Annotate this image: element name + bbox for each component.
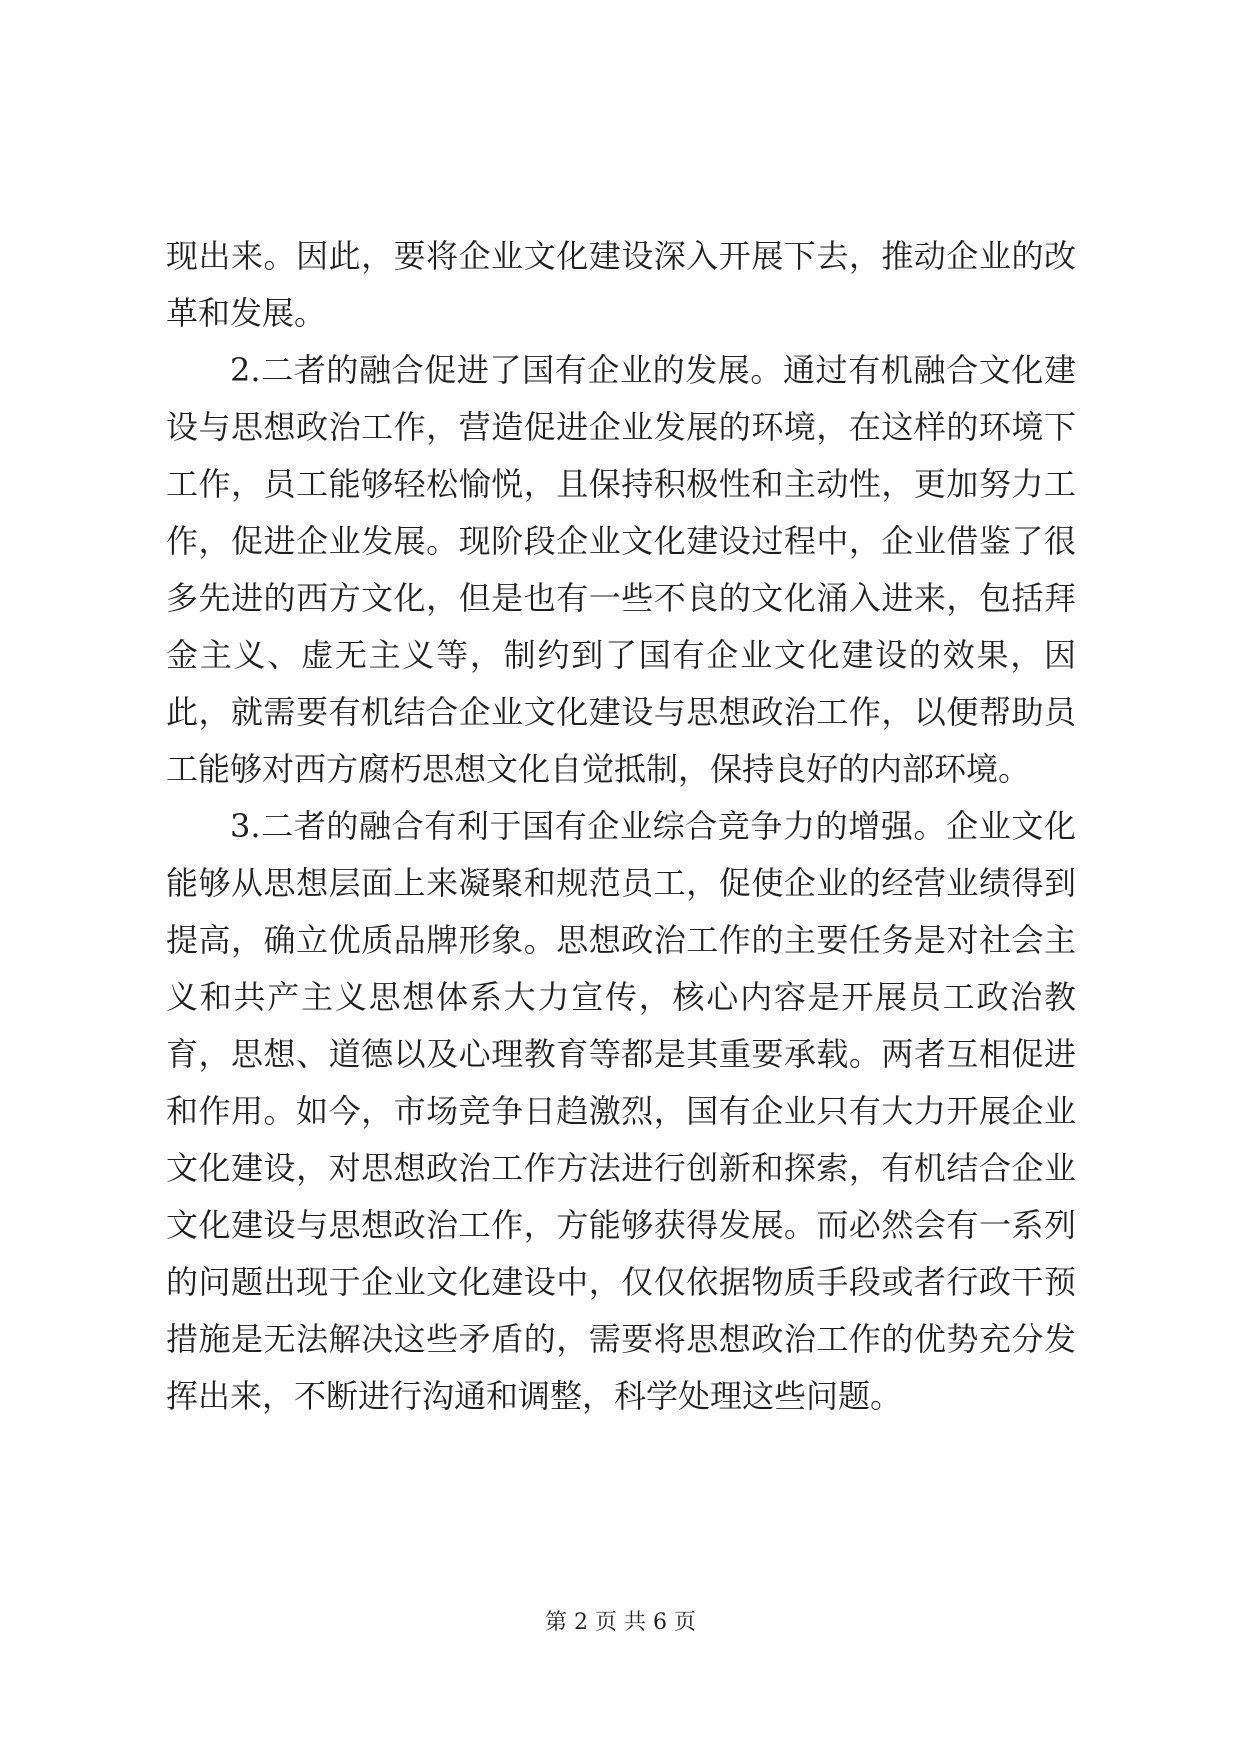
body-text (166, 228, 1076, 1425)
paragraph-point-2: 2.二者的融合促进了国有企业的发展。通过有机融合文化建设与思想政治工作，营造促进企业发展的环境，在这样的环境下工作，员工能够轻松愉悦，且保持积极性和主动性，更加努力工作，促进企业发展。现阶段企业文化建设过程中，企业借鉴了很多先进的西方文化，但是也有一些不良的文化涌入进来，包括拜金主义、虚无主义等，制约到了国有企业文化建设的效果，因此，就需要有机结合企业文化建设与思想政治工作，以便帮助员工能够对西方腐朽思想文化自觉抵制，保持良好的内部环境。 (166, 351, 1076, 788)
page-footer: 第 2 页 共 6 页 (545, 1610, 696, 1635)
paragraph-point-3: 3.二者的融合有利于国有企业综合竞争力的增强。企业文化能够从思想层面上来凝聚和规范员工，促使企业的经营业绩得到提高，确立优质品牌形象。思想政治工作的主要任务是对社会主义和共产主义思想体系大力宣传，核心内容是开展员工政治教育，思想、道德以及心理教育等都是其重要承载。两者互相促进和作用。如今，市场竞争日趋激烈，国有企业只有大力开展企业文化建设，对思想政治工作方法进行创新和探索，有机结合企业文化建设与思想政治工作，方能够获得发展。而必然会有一系列的问题出现于企业文化建设中，仅仅依据物质手段或者行政干预措施是无法解决这些矛盾的，需要将思想政治工作的优势充分发挥出来，不断进行沟通和调整，科学处理这些问题。 (166, 807, 1076, 1415)
paragraph-continuation: 现出来。因此，要将企业文化建设深入开展下去，推动企业的改革和发展。 (166, 237, 1076, 332)
